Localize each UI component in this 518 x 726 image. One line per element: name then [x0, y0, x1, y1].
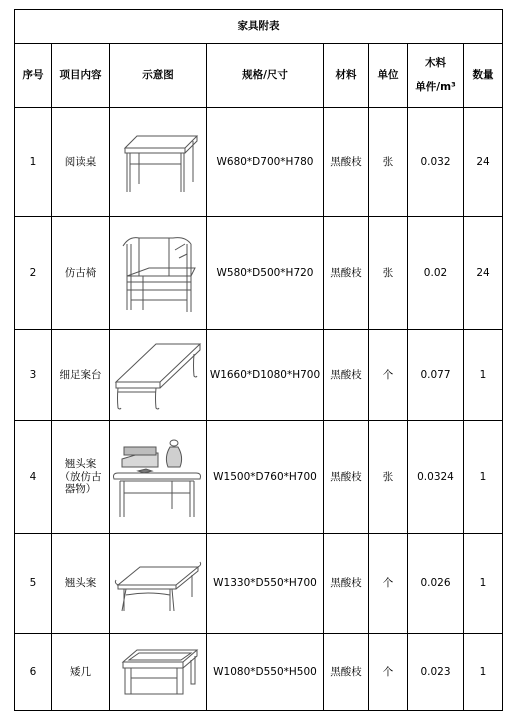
row-unit: 张	[369, 108, 408, 217]
row-index: 3	[15, 330, 52, 421]
row-name: 阅读桌	[52, 108, 110, 217]
row-qty: 24	[464, 217, 503, 330]
row-material: 黑酸枝	[324, 217, 369, 330]
row-unit: 个	[369, 330, 408, 421]
row-wood: 0.0324	[408, 421, 464, 534]
header-unit: 单位	[369, 44, 408, 108]
row-spec: W1080*D550*H500	[207, 634, 324, 711]
row-material: 黑酸枝	[324, 330, 369, 421]
table-row	[15, 534, 503, 634]
row-wood: 0.02	[408, 217, 464, 330]
header-index: 序号	[15, 44, 52, 108]
row-name-line: 器物）	[64, 483, 97, 496]
row-name: 矮几	[52, 634, 110, 711]
row-index: 4	[15, 421, 52, 534]
header-material: 材料	[324, 44, 369, 108]
header-quantity: 数量	[464, 44, 503, 108]
row-qty: 1	[464, 634, 503, 711]
row-unit: 张	[369, 421, 408, 534]
row-spec: W1660*D1080*H700	[207, 330, 324, 421]
row-name: 细足案台	[52, 330, 110, 421]
row-wood: 0.026	[408, 534, 464, 634]
row-qty: 1	[464, 330, 503, 421]
row-wood: 0.077	[408, 330, 464, 421]
row-unit: 个	[369, 534, 408, 634]
table-row	[15, 108, 503, 217]
row-material: 黑酸枝	[324, 534, 369, 634]
table-row	[15, 217, 503, 330]
row-material: 黑酸枝	[324, 108, 369, 217]
row-wood: 0.023	[408, 634, 464, 711]
row-index: 6	[15, 634, 52, 711]
row-unit: 个	[369, 634, 408, 711]
header-spec: 规格/尺寸	[207, 44, 324, 108]
row-spec: W680*D700*H780	[207, 108, 324, 217]
row-spec: W580*D500*H720	[207, 217, 324, 330]
slim-leg-console-sketch-icon	[110, 330, 207, 421]
row-name: 翘头案	[52, 534, 110, 634]
row-unit: 张	[369, 217, 408, 330]
row-index: 5	[15, 534, 52, 634]
header-wood	[408, 44, 464, 108]
row-name-line: 翘头案	[64, 458, 97, 471]
row-material: 黑酸枝	[324, 634, 369, 711]
row-index: 1	[15, 108, 52, 217]
row-spec: W1330*D550*H700	[207, 534, 324, 634]
row-qty: 24	[464, 108, 503, 217]
row-qty: 1	[464, 534, 503, 634]
row-name	[52, 421, 110, 534]
furniture-table	[14, 9, 503, 711]
everted-end-table-sketch-icon	[110, 534, 207, 634]
row-index: 2	[15, 217, 52, 330]
antique-chair-sketch-icon	[110, 217, 207, 330]
header-wood-line1: 木料	[425, 57, 446, 70]
row-name: 仿古椅	[52, 217, 110, 330]
row-qty: 1	[464, 421, 503, 534]
row-name-line: （放仿古	[59, 470, 102, 483]
header-sketch: 示意图	[110, 44, 207, 108]
header-item: 项目内容	[52, 44, 110, 108]
header-wood-line2: 单件/m³	[415, 81, 456, 93]
row-material: 黑酸枝	[324, 421, 369, 534]
everted-end-table-with-antiques-sketch-icon	[110, 421, 207, 534]
row-spec: W1500*D760*H700	[207, 421, 324, 534]
table-row	[15, 330, 503, 421]
table-title: 家具附表	[15, 10, 503, 44]
row-wood: 0.032	[408, 108, 464, 217]
low-table-sketch-icon	[110, 634, 207, 711]
table-row	[15, 421, 503, 534]
table-row	[15, 634, 503, 711]
reading-desk-sketch-icon	[110, 108, 207, 217]
